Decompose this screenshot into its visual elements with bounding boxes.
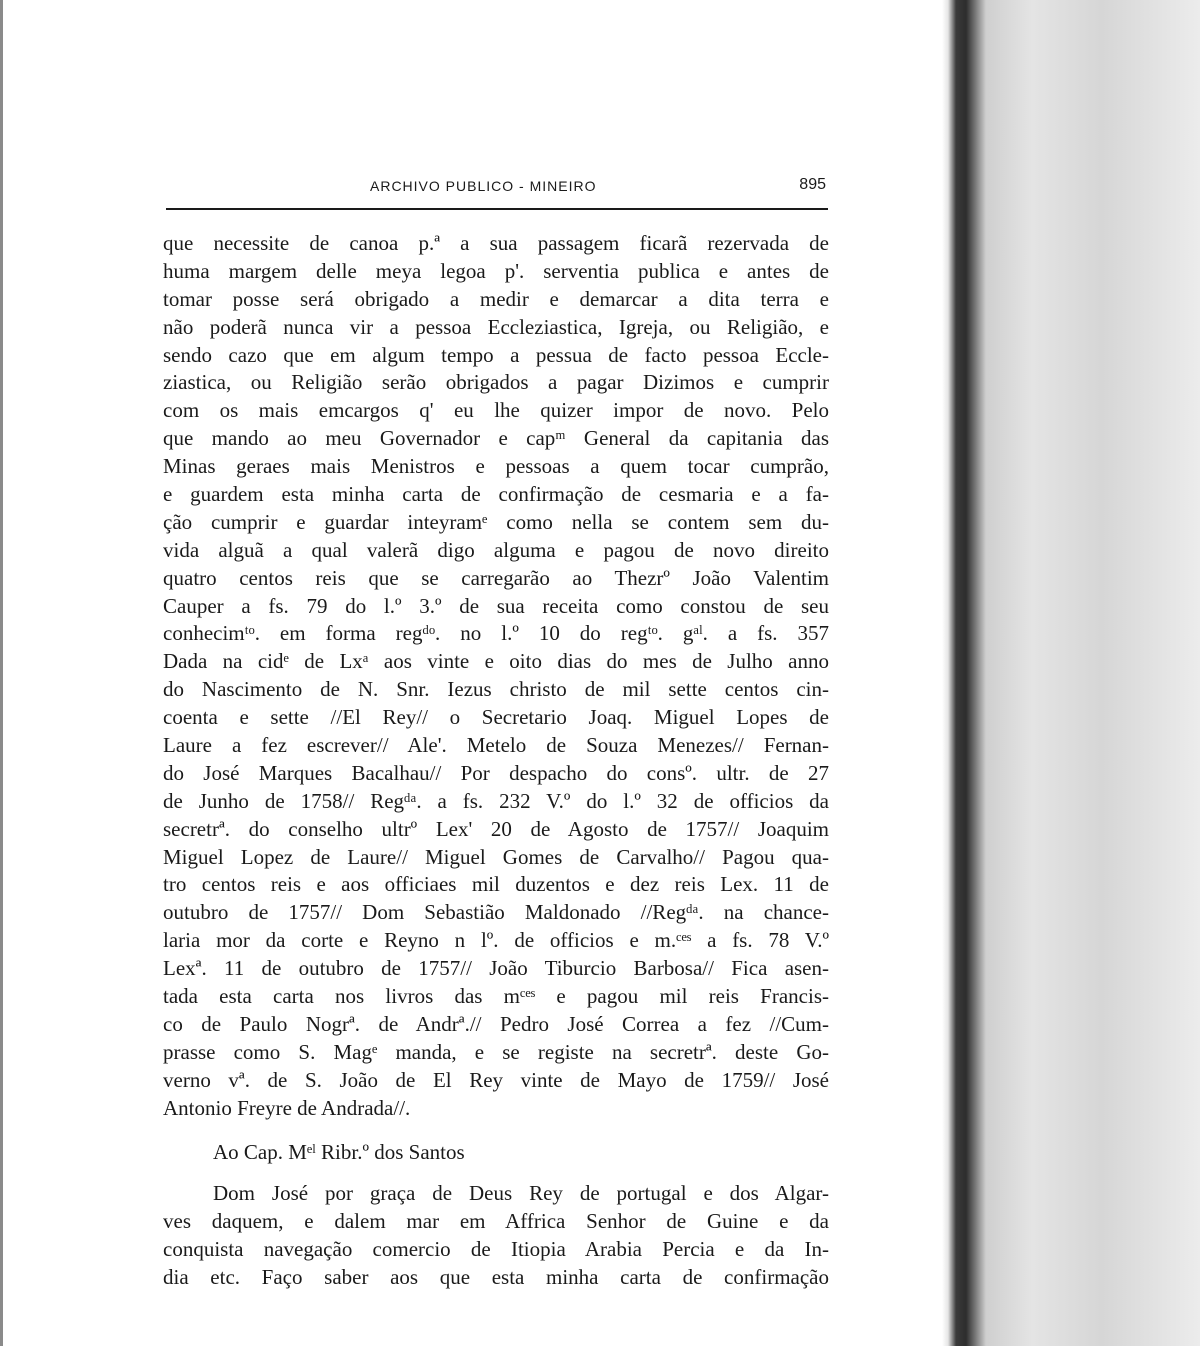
text-line: e guardem esta minha carta de confirmação de cesmaria e a fa-: [163, 482, 829, 507]
text-line: verno vª. de S. João de El Rey vinte de Mayo de 1759// José: [163, 1067, 829, 1092]
text-line: vida alguã a qual valerã digo alguma e pagou de novo direito: [163, 537, 829, 562]
text-line: Cauper a fs. 79 do l.º 3.º de sua receita como constou de seu: [163, 593, 829, 618]
header-rule: [166, 208, 828, 210]
text-line: do José Marques Bacalhau// Por despacho do consº. ultr. de 27: [163, 760, 829, 785]
text-line: Laure a fez escrever// Ale'. Metelo de Souza Menezes// Fernan-: [163, 733, 829, 758]
page-number: 895: [799, 176, 826, 193]
text-line: conquista navegação comercio de Itiopia Arabia Percia e da In-: [163, 1236, 829, 1261]
text-line: secretrª. do conselho ultrº Lex' 20 de Agosto de 1757// Joaquim: [163, 816, 829, 841]
text-line: ção cumprir e guardar inteyramᵉ como nella se contem sem du-: [163, 509, 829, 534]
salutation: Ao Cap. Mᵉˡ Ribr.º dos Santos: [213, 1140, 465, 1164]
text-line: Antonio Freyre de Andrada//.: [163, 1095, 411, 1120]
text-line: quatro centos reis que se carregarão ao Thezrº João Valentim: [163, 565, 829, 590]
text-line: ves daquem, e dalem mar em Affrica Senhor de Guine e da: [163, 1208, 829, 1233]
text-line: ziastica, ou Religião serão obrigados a pagar Dizimos e cumprir: [163, 370, 829, 395]
page-left-edge: [0, 0, 3, 1346]
text-line: com os mais emcargos q' eu lhe quizer impor de novo. Pelo: [163, 398, 829, 423]
text-line: que mando ao meu Governador e capᵐ General da capitania das: [163, 426, 829, 451]
text-line: do Nascimento de N. Snr. Iezus christo de mil sette centos cin-: [163, 677, 829, 702]
text-line: tomar posse será obrigado a medir e demarcar a dita terra e: [163, 286, 829, 311]
text-line: outubro de 1757// Dom Sebastião Maldonado //Regᵈᵃ. na chance-: [163, 900, 829, 925]
text-line: de Junho de 1758// Regᵈᵃ. a fs. 232 V.º do l.º 32 de officios da: [163, 788, 829, 813]
text-line: Lexª. 11 de outubro de 1757// João Tiburcio Barbosa// Fica asen-: [163, 956, 829, 981]
text-line: Minas geraes mais Menistros e pessoas a quem tocar cumprão,: [163, 454, 829, 479]
page-header: [164, 176, 828, 202]
text-line: Miguel Lopez de Laure// Miguel Gomes de Carvalho// Pagou qua-: [163, 844, 829, 869]
text-line: coenta e sette //El Rey// o Secretario Joaq. Miguel Lopes de: [163, 705, 829, 730]
body-text: [163, 230, 829, 1123]
running-title: ARCHIVO PUBLICO - MINEIRO: [370, 178, 597, 194]
body-text-continuation: [163, 1180, 829, 1292]
text-line: co de Paulo Nogrª. de Andrª.// Pedro José Correa a fez //Cum-: [163, 1011, 829, 1036]
text-line: tada esta carta nos livros das mᶜᵉˢ e pagou mil reis Francis-: [163, 984, 829, 1009]
text-line: sendo cazo que em algum tempo a pessua de facto pessoa Eccle-: [163, 342, 829, 367]
text-line: Dom José por graça de Deus Rey de portugal e dos Algar-: [213, 1181, 829, 1205]
text-line: tro centos reis e aos officiaes mil duzentos e dez reis Lex. 11 de: [163, 872, 829, 897]
text-line: prasse como S. Magᵉ manda, e se registe na secretrª. deste Go-: [163, 1039, 829, 1064]
text-line: huma margem delle meya legoa p'. serventia publica e antes de: [163, 258, 829, 283]
text-line: conhecimᵗᵒ. em forma regᵈᵒ. no l.º 10 do regᵗᵒ. gᵃˡ. a fs. 357: [163, 621, 829, 646]
book-binding-gutter: [942, 0, 1200, 1346]
text-line: dia etc. Faço saber aos que esta minha carta de confirmação: [163, 1264, 829, 1289]
text-line: não poderã nunca vir a pessoa Eccleziastica, Igreja, ou Religião, e: [163, 314, 829, 339]
text-line: laria mor da corte e Reyno n lº. de officios e m.ᶜᵉˢ a fs. 78 V.º: [163, 928, 829, 953]
text-line: que necessite de canoa p.ª a sua passagem ficarã rezervada de: [163, 231, 829, 255]
text-line: Dada na cidᵉ de Lxᵃ aos vinte e oito dias do mes de Julho anno: [163, 649, 829, 674]
